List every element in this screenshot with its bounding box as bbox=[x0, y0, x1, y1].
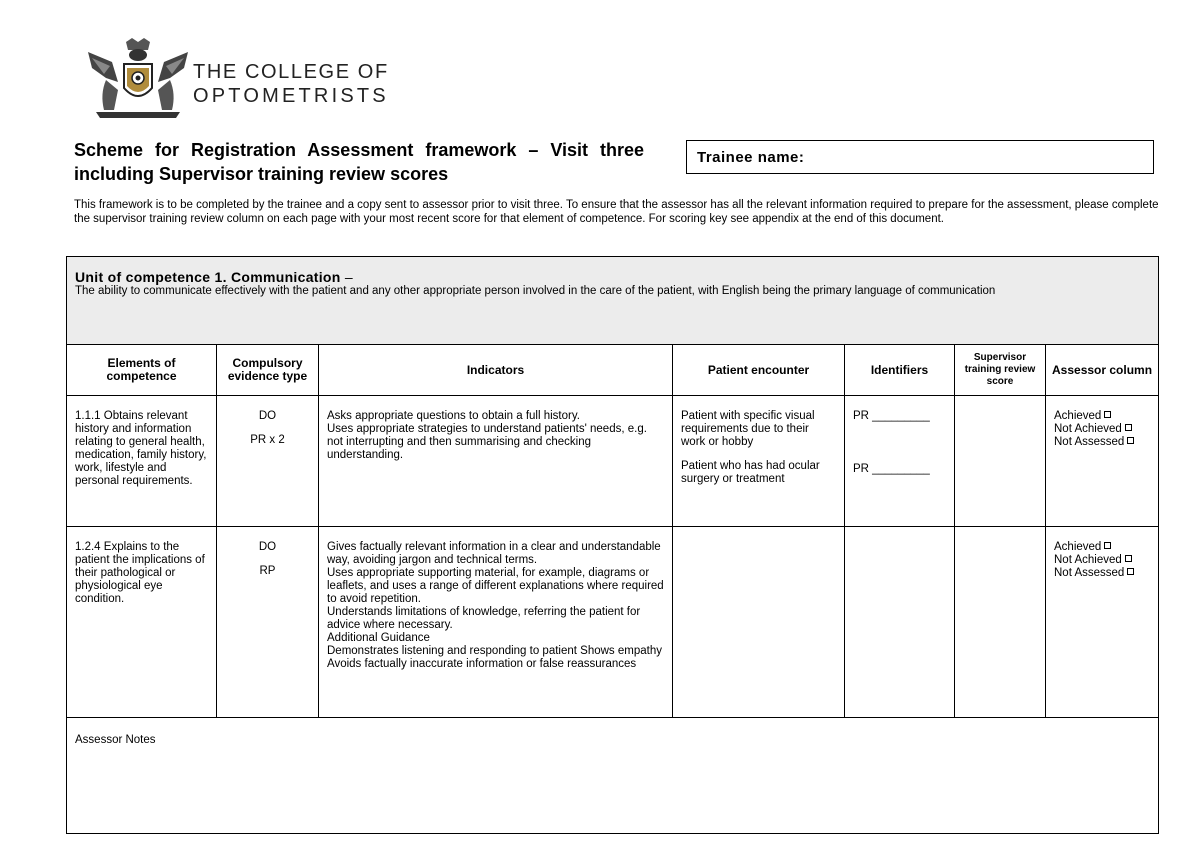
identifiers-cell[interactable] bbox=[845, 527, 955, 718]
header-evidence: Compulsory evidence type bbox=[217, 345, 319, 396]
checkbox-icon[interactable] bbox=[1125, 555, 1132, 562]
assessor-option-achieved[interactable]: Achieved bbox=[1054, 541, 1150, 554]
identifier-field[interactable]: PR _________ bbox=[853, 410, 930, 422]
indicator-text: Avoids factually inaccurate information or false reassurances bbox=[327, 658, 637, 670]
checkbox-icon[interactable] bbox=[1127, 568, 1134, 575]
assessor-option-achieved[interactable]: Achieved bbox=[1054, 410, 1150, 423]
indicator-text: Uses appropriate supporting material, for example, diagrams or leaflets, and uses a range of different explanations where required to avoid repetition. bbox=[327, 567, 664, 605]
assessor-notes-label: Assessor Notes bbox=[75, 734, 156, 746]
assessor-notes-row bbox=[67, 718, 1159, 834]
evidence-cell bbox=[217, 396, 319, 527]
evidence-cell bbox=[217, 527, 319, 718]
header-supervisor-score: Supervisor training review score bbox=[955, 345, 1046, 396]
encounter-cell bbox=[673, 396, 845, 527]
checkbox-icon[interactable] bbox=[1127, 437, 1134, 444]
indicator-text: Gives factually relevant information in a clear and understandable way, avoiding jargon and technical terms. bbox=[327, 541, 661, 566]
indicators-cell bbox=[319, 396, 673, 527]
header-identifiers: Identifiers bbox=[845, 345, 955, 396]
assessor-cell bbox=[1046, 527, 1159, 718]
assessor-option-not-achieved[interactable]: Not Achieved bbox=[1054, 554, 1150, 567]
unit-title: Unit of competence 1. Communication – bbox=[75, 269, 353, 285]
college-crest-logo bbox=[82, 38, 192, 120]
intro-paragraph: This framework is to be completed by the trainee and a copy sent to assessor prior to visit three. To ensure that the assessor has all the relevant information required to prepare for the assessment, please complete the supervisor training review column on each page with your most recent score for that element of competence. For scoring key see appendix at the end of this document. bbox=[74, 199, 1159, 225]
indicator-text: Uses appropriate strategies to understand patients' needs, e.g. not interrupting and then summarising and checking understanding. bbox=[327, 423, 647, 461]
org-wordmark bbox=[193, 60, 389, 108]
supervisor-score-cell[interactable] bbox=[955, 396, 1046, 527]
header-assessor: Assessor column bbox=[1046, 345, 1159, 396]
indicator-text: Demonstrates listening and responding to patient Shows empathy bbox=[327, 645, 662, 657]
table-row bbox=[67, 396, 1159, 527]
checkbox-icon[interactable] bbox=[1125, 424, 1132, 431]
competence-table bbox=[66, 256, 1159, 834]
trainee-name-field[interactable] bbox=[686, 140, 1154, 174]
identifier-field[interactable]: PR _________ bbox=[853, 463, 930, 475]
checkbox-icon[interactable] bbox=[1104, 411, 1111, 418]
table-row bbox=[67, 527, 1159, 718]
assessor-option-not-achieved[interactable]: Not Achieved bbox=[1054, 423, 1150, 436]
indicator-text: Additional Guidance bbox=[327, 632, 430, 644]
evidence-item: PR x 2 bbox=[250, 434, 285, 446]
indicator-text: Understands limitations of knowledge, referring the patient for advice where necessary. bbox=[327, 606, 641, 631]
evidence-item: RP bbox=[259, 565, 276, 577]
trainee-name-label: Trainee name: bbox=[697, 149, 805, 166]
element-cell: 1.2.4 Explains to the patient the implications of their pathological or physiological eye condition. bbox=[67, 527, 217, 718]
assessor-cell bbox=[1046, 396, 1159, 527]
evidence-item: DO bbox=[258, 410, 277, 422]
unit-description: The ability to communicate effectively with the patient and any other appropriate person involved in the care of the patient, with English being the primary language of communication bbox=[75, 285, 996, 297]
document-title: Scheme for Registration Assessment framework – Visit three including Supervisor training review scores bbox=[74, 140, 644, 184]
indicator-text: Asks appropriate questions to obtain a full history. bbox=[327, 410, 580, 422]
unit-header bbox=[67, 257, 1159, 345]
checkbox-icon[interactable] bbox=[1104, 542, 1111, 549]
assessor-option-not-assessed[interactable]: Not Assessed bbox=[1054, 436, 1150, 449]
assessor-notes-field[interactable] bbox=[67, 718, 1159, 834]
supervisor-score-cell[interactable] bbox=[955, 527, 1046, 718]
identifiers-cell[interactable] bbox=[845, 396, 955, 527]
evidence-item: DO bbox=[258, 541, 277, 553]
encounter-cell[interactable] bbox=[673, 527, 845, 718]
header-elements: Elements of competence bbox=[67, 345, 217, 396]
org-name-line2: OPTOMETRISTS bbox=[193, 85, 389, 107]
header-encounter: Patient encounter bbox=[673, 345, 845, 396]
element-cell: 1.1.1 Obtains relevant history and information relating to general health, medication, family history, work, lifestyle and personal requirements. bbox=[67, 396, 217, 527]
indicators-cell bbox=[319, 527, 673, 718]
header-indicators: Indicators bbox=[319, 345, 673, 396]
column-header-row bbox=[67, 345, 1159, 396]
assessor-option-not-assessed[interactable]: Not Assessed bbox=[1054, 567, 1150, 580]
encounter-text: Patient who has had ocular surgery or treatment bbox=[681, 460, 820, 485]
encounter-text: Patient with specific visual requirements due to their work or hobby bbox=[681, 410, 815, 448]
org-name-line1: THE COLLEGE OF bbox=[193, 61, 389, 83]
